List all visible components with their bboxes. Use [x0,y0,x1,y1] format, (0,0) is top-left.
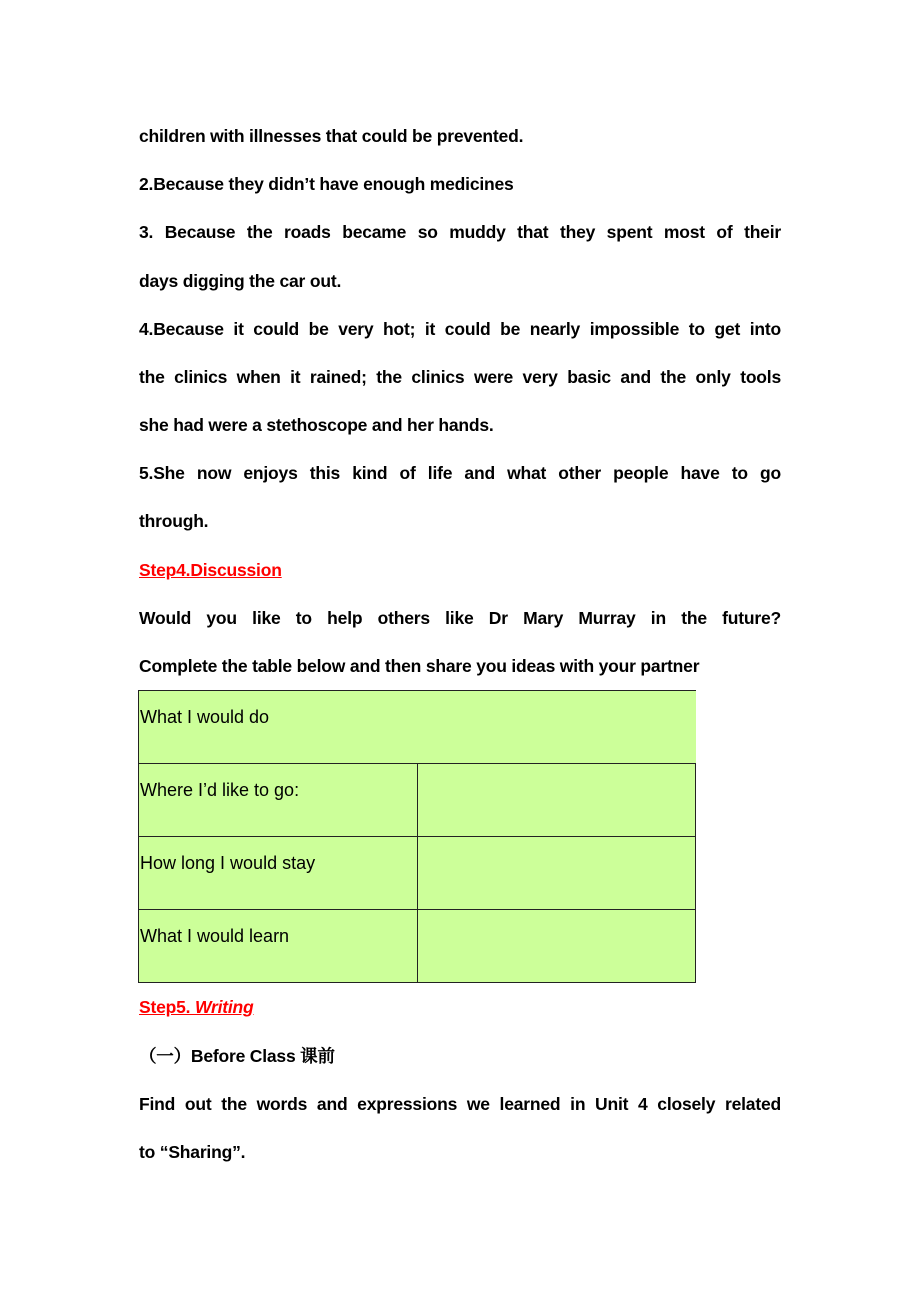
answer-line: 3. Because the roads became so muddy that they spent most of their [139,222,781,242]
table-row [139,837,696,910]
step4-instruction: Complete the table below and then share you ideas with your partner [139,656,700,676]
step5-heading [139,995,254,1019]
step5-instruction: Find out the words and expressions we learned in Unit 4 closely related [139,1094,781,1114]
answer-line: children with illnesses that could be prevented. [139,126,524,146]
step5-instruction: to “Sharing”. [139,1142,246,1162]
step5-subheading: （一）Before Class 课前 [139,1046,335,1066]
table-label-cell: How long I would stay [139,837,418,910]
table-answer-cell[interactable] [418,910,696,983]
discussion-table [138,690,696,983]
answer-line: days digging the car out. [139,271,342,291]
answer-line: 5.She now enjoys this kind of life and what other people have to go [139,463,781,483]
table-row [139,764,696,837]
table-row [139,910,696,983]
answer-line: she had were a stethoscope and her hands. [139,415,494,435]
answer-line: the clinics when it rained; the clinics were very basic and the only tools [139,367,781,387]
table-header-cell: What I would do [139,691,696,764]
answer-line: 4.Because it could be very hot; it could be nearly impossible to get into [139,319,781,339]
step4-question: Would you like to help others like Dr Mary Murray in the future? [139,608,781,628]
table-label-cell: Where I’d like to go: [139,764,418,837]
table-row [139,691,696,764]
step4-heading: Step4.Discussion [139,560,282,580]
table-answer-cell[interactable] [418,837,696,910]
table-answer-cell[interactable] [418,764,696,837]
step5-heading-italic: Writing [194,997,254,1017]
answer-line: through. [139,511,209,531]
answer-line: 2.Because they didn’t have enough medicines [139,174,514,194]
step5-heading-prefix: Step5. [139,997,195,1017]
table-label-cell: What I would learn [139,910,418,983]
